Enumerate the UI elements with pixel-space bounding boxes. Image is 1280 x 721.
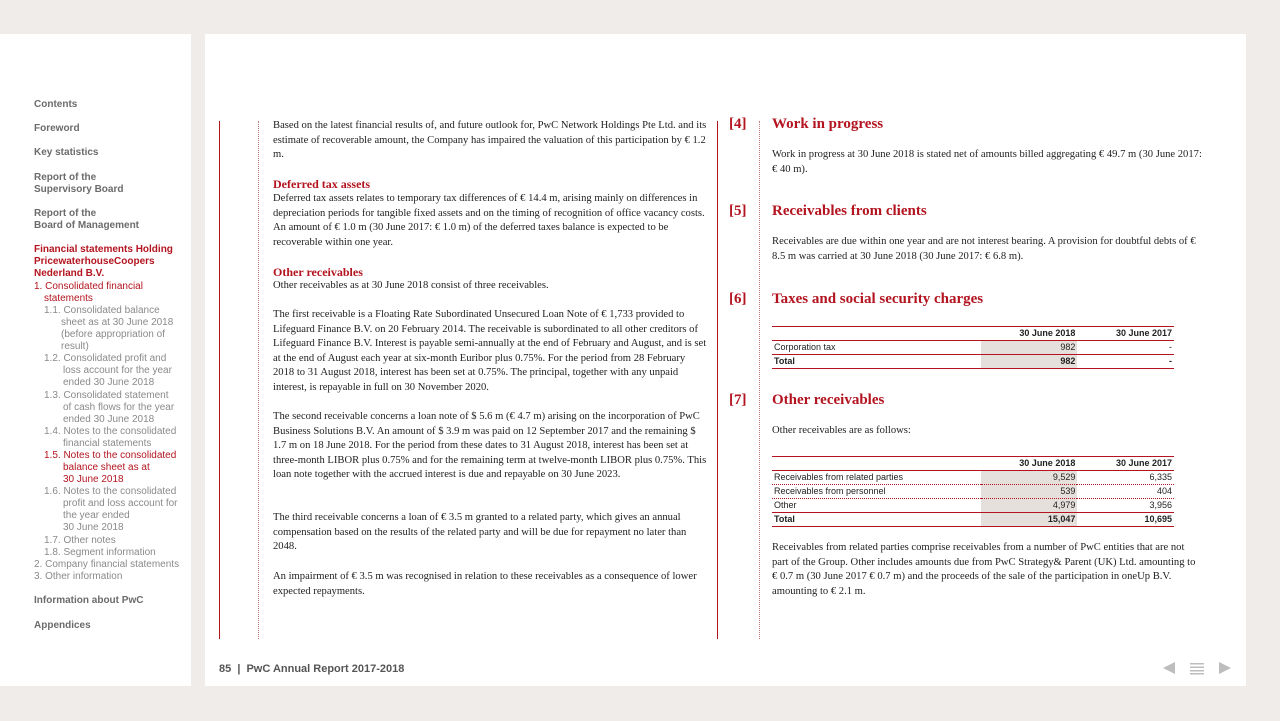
page-footer xyxy=(219,663,404,675)
left-column-dotted-rule xyxy=(258,121,259,639)
nav-item-1-1[interactable] xyxy=(44,305,173,353)
nav-label: 1.5. Notes to the consolidated xyxy=(44,450,177,461)
other-receivables-table xyxy=(772,456,1174,527)
page-number: 85 xyxy=(219,663,232,675)
paragraph-work-in-progress: Work in progress at 30 June 2018 is stated net of amounts billed aggregating € 49.7 m (30 June 2017: € 40 m). xyxy=(772,149,1202,175)
section-number-5: [5] xyxy=(729,203,747,219)
nav-label: Financial statements Holding xyxy=(34,244,173,255)
table-row xyxy=(772,471,1174,485)
total-label: Total xyxy=(772,355,981,369)
table-row xyxy=(772,341,1174,355)
row-label: Corporation tax xyxy=(774,342,836,352)
nav-label: statements xyxy=(44,293,93,304)
total-value-2018: 15,047 xyxy=(981,513,1078,527)
section-number-4: [4] xyxy=(729,116,747,132)
total-label: Total xyxy=(772,513,981,527)
nav-item-1-4[interactable] xyxy=(44,426,176,450)
heading-deferred-tax-assets: Deferred tax assets xyxy=(273,177,371,191)
row-label: Other xyxy=(774,500,797,510)
previous-page-icon[interactable] xyxy=(1162,661,1176,678)
nav-label: PricewaterhouseCoopers xyxy=(34,256,155,267)
nav-label: balance sheet as at xyxy=(63,462,150,473)
table-total-row xyxy=(772,355,1174,369)
paragraph-second-receivable: The second receivable concerns a loan note of $ 5.6 m (€ 4.7 m) arising on the incorporation of PwC Business Solutions B.V. An amount of $ 3.9 m was paid on 12 September 2017 and the remaining $ 1.7 m on 18 June 2018. For the period from these dates to 31 August 2018, interest has been set at three-month LIBOR plus 0.75% and for the remaining term at twelve-month LIBOR plus 0.75%. This loan note together with the accrued interest is due and repayable on 30 June 2023. xyxy=(273,411,707,481)
total-value-2018: 982 xyxy=(981,355,1078,369)
paragraph-impairment-receivables: An impairment of € 3.5 m was recognised in relation to these receivables as a consequence of lower expected repayments. xyxy=(273,571,697,597)
next-page-icon[interactable] xyxy=(1218,661,1232,678)
nav-item-1-2[interactable] xyxy=(44,353,172,389)
nav-contents[interactable]: Contents xyxy=(34,99,78,110)
row-value-2017: 404 xyxy=(1077,485,1174,499)
paragraph-receivables-from-clients: Receivables are due within one year and are not interest bearing. A provision for doubtful debts of € 8.5 m was carried at 30 June 2018 (30 June 2017: € 6.8 m). xyxy=(772,236,1196,262)
nav-information-about-pwc[interactable]: Information about PwC xyxy=(34,595,144,606)
table-row xyxy=(772,499,1174,513)
table-header-row xyxy=(772,327,1174,341)
row-value-2017: 6,335 xyxy=(1077,471,1174,485)
nav-label: the year ended xyxy=(63,510,130,521)
paragraph-other-receivables-intro-right: Other receivables are as follows: xyxy=(772,425,911,436)
nav-label: (before appropriation of xyxy=(61,329,165,340)
nav-key-statistics[interactable]: Key statistics xyxy=(34,147,99,158)
paragraph-other-receivables-intro: Other receivables as at 30 June 2018 consist of three receivables. xyxy=(273,280,549,291)
row-label: Receivables from related parties xyxy=(772,471,981,485)
total-value-2017: 10,695 xyxy=(1077,513,1174,527)
nav-label: ended 30 June 2018 xyxy=(63,414,155,425)
nav-label: 30 June 2018 xyxy=(63,522,124,533)
nav-label: ended 30 June 2018 xyxy=(63,377,155,388)
taxes-table xyxy=(772,326,1174,369)
nav-label: 1.2. Consolidated profit and xyxy=(44,353,167,364)
paragraph-deferred-tax-assets: Deferred tax assets relates to temporary tax differences of € 14.4 m, arising mainly on differences in depreciation periods for tangible fixed assets and on the timing of recognition of office vacancy costs. An amount of € 1.0 m (30 June 2017: € 1.0 m) of the deferred taxes balance is expected to be recoverable within one year. xyxy=(273,193,705,248)
right-column-rule xyxy=(717,121,718,639)
nav-label: 30 June 2018 xyxy=(63,474,124,485)
nav-other-information[interactable]: 3. Other information xyxy=(34,571,123,582)
paragraph-first-receivable: The first receivable is a Floating Rate Subordinated Unsecured Loan Note of € 1,733 provided to Lifeguard Finance B.V. on 20 February 2014. The receivable is subordinated to all other creditors of Lifeguard Finance B.V. Interest is payable semi-annually at the end of February and August, and is set at the end of August each year at six-month Euribor plus 0.75%. For the period from 28 February 2018 to 31 August 2018, interest has been set at 0.75%. The principal, together with any unpaid interest, is repayable in full on 30 November 2020. xyxy=(273,309,707,393)
section-number-7: [7] xyxy=(729,392,747,408)
nav-label: 1. Consolidated financial xyxy=(34,281,143,292)
nav-item-1-8[interactable]: 1.8. Segment information xyxy=(44,547,156,558)
nav-company-financial-statements[interactable]: 2. Company financial statements xyxy=(34,559,180,570)
nav-label: 1.1. Consolidated balance xyxy=(44,305,160,316)
nav-label: Supervisory Board xyxy=(34,184,124,195)
section-number-6: [6] xyxy=(729,291,747,307)
nav-label: 1.3. Consolidated statement xyxy=(44,390,169,401)
nav-label: Report of the xyxy=(34,208,97,219)
table-header-2018: 30 June 2018 xyxy=(981,327,1078,341)
footer-separator: | xyxy=(237,663,241,675)
table-header-2017: 30 June 2017 xyxy=(1077,457,1174,471)
section-title-taxes-social-security: Taxes and social security charges xyxy=(772,291,984,307)
nav-label: loss account for the year xyxy=(63,365,172,376)
nav-report-supervisory-board[interactable] xyxy=(34,172,123,196)
paragraph-related-parties: Receivables from related parties comprise receivables from a number of PwC entities that are not part of the Group. Other includes amounts due from PwC Strategy& Parent (UK) Ltd. amounting to € 0.7 m (30 June 2017 € 0.7 m) and the proceeds of the sale of the participation in oneUp B.V. amounting to € 2.1 m. xyxy=(772,542,1196,597)
section-title-other-receivables: Other receivables xyxy=(772,392,885,408)
row-value-2018: 9,529 xyxy=(981,471,1078,485)
paragraph-third-receivable: The third receivable concerns a loan of € 3.5 m granted to a related party, which gives an annual compensation based on the results of the related party and will be due for repayment no later than 2048. xyxy=(273,512,687,553)
nav-report-board-of-management[interactable] xyxy=(34,208,139,232)
row-label: Receivables from personnel xyxy=(772,485,981,499)
row-value-2018: 4,979 xyxy=(981,499,1078,513)
right-column-dotted-rule xyxy=(759,121,760,639)
nav-item-1-6[interactable] xyxy=(44,486,178,534)
nav-item-1-3[interactable] xyxy=(44,390,174,426)
table-header-2018: 30 June 2018 xyxy=(981,457,1078,471)
nav-appendices[interactable]: Appendices xyxy=(34,620,91,631)
nav-consolidated-financial-statements[interactable] xyxy=(34,281,143,305)
nav-label: 1.6. Notes to the consolidated xyxy=(44,486,177,497)
nav-item-1-7[interactable]: 1.7. Other notes xyxy=(44,535,116,546)
table-header-blank xyxy=(772,327,981,341)
row-value-2018: 982 xyxy=(981,341,1078,355)
nav-item-1-5[interactable] xyxy=(44,450,176,486)
nav-label: profit and loss account for xyxy=(63,498,178,509)
total-value-2017: - xyxy=(1077,355,1174,369)
nav-label: Report of the xyxy=(34,172,97,183)
nav-label: of cash flows for the year xyxy=(63,402,175,413)
table-header-blank xyxy=(772,457,981,471)
left-column-rule xyxy=(219,121,220,639)
table-header-2017: 30 June 2017 xyxy=(1077,327,1174,341)
nav-financial-statements[interactable] xyxy=(34,244,173,280)
heading-other-receivables: Other receivables xyxy=(273,265,363,279)
section-title-receivables-from-clients: Receivables from clients xyxy=(772,203,927,219)
sidebar xyxy=(0,34,191,686)
report-title: PwC Annual Report 2017-2018 xyxy=(246,663,405,675)
menu-icon[interactable] xyxy=(1189,661,1205,678)
nav-label: Nederland B.V. xyxy=(34,268,105,279)
table-row xyxy=(772,485,1174,499)
row-value-2018: 539 xyxy=(981,485,1078,499)
paragraph-impairment-participation: Based on the latest financial results of, and future outlook for, PwC Network Holdings Pte Ltd. and its estimate of recoverable amount, the Company has impaired the valuation of this participation by € 1.2 m. xyxy=(273,120,707,161)
row-value-2017: 3,956 xyxy=(1149,500,1172,510)
nav-label: 1.4. Notes to the consolidated xyxy=(44,426,177,437)
section-title-work-in-progress: Work in progress xyxy=(772,116,884,132)
table-total-row xyxy=(772,513,1174,527)
nav-label: result) xyxy=(61,341,89,352)
table-header-row xyxy=(772,457,1174,471)
nav-label: financial statements xyxy=(63,438,152,449)
row-value-2017: - xyxy=(1169,342,1172,352)
nav-foreword[interactable]: Foreword xyxy=(34,123,80,134)
nav-label: Board of Management xyxy=(34,220,140,231)
nav-label: sheet as at 30 June 2018 xyxy=(61,317,174,328)
